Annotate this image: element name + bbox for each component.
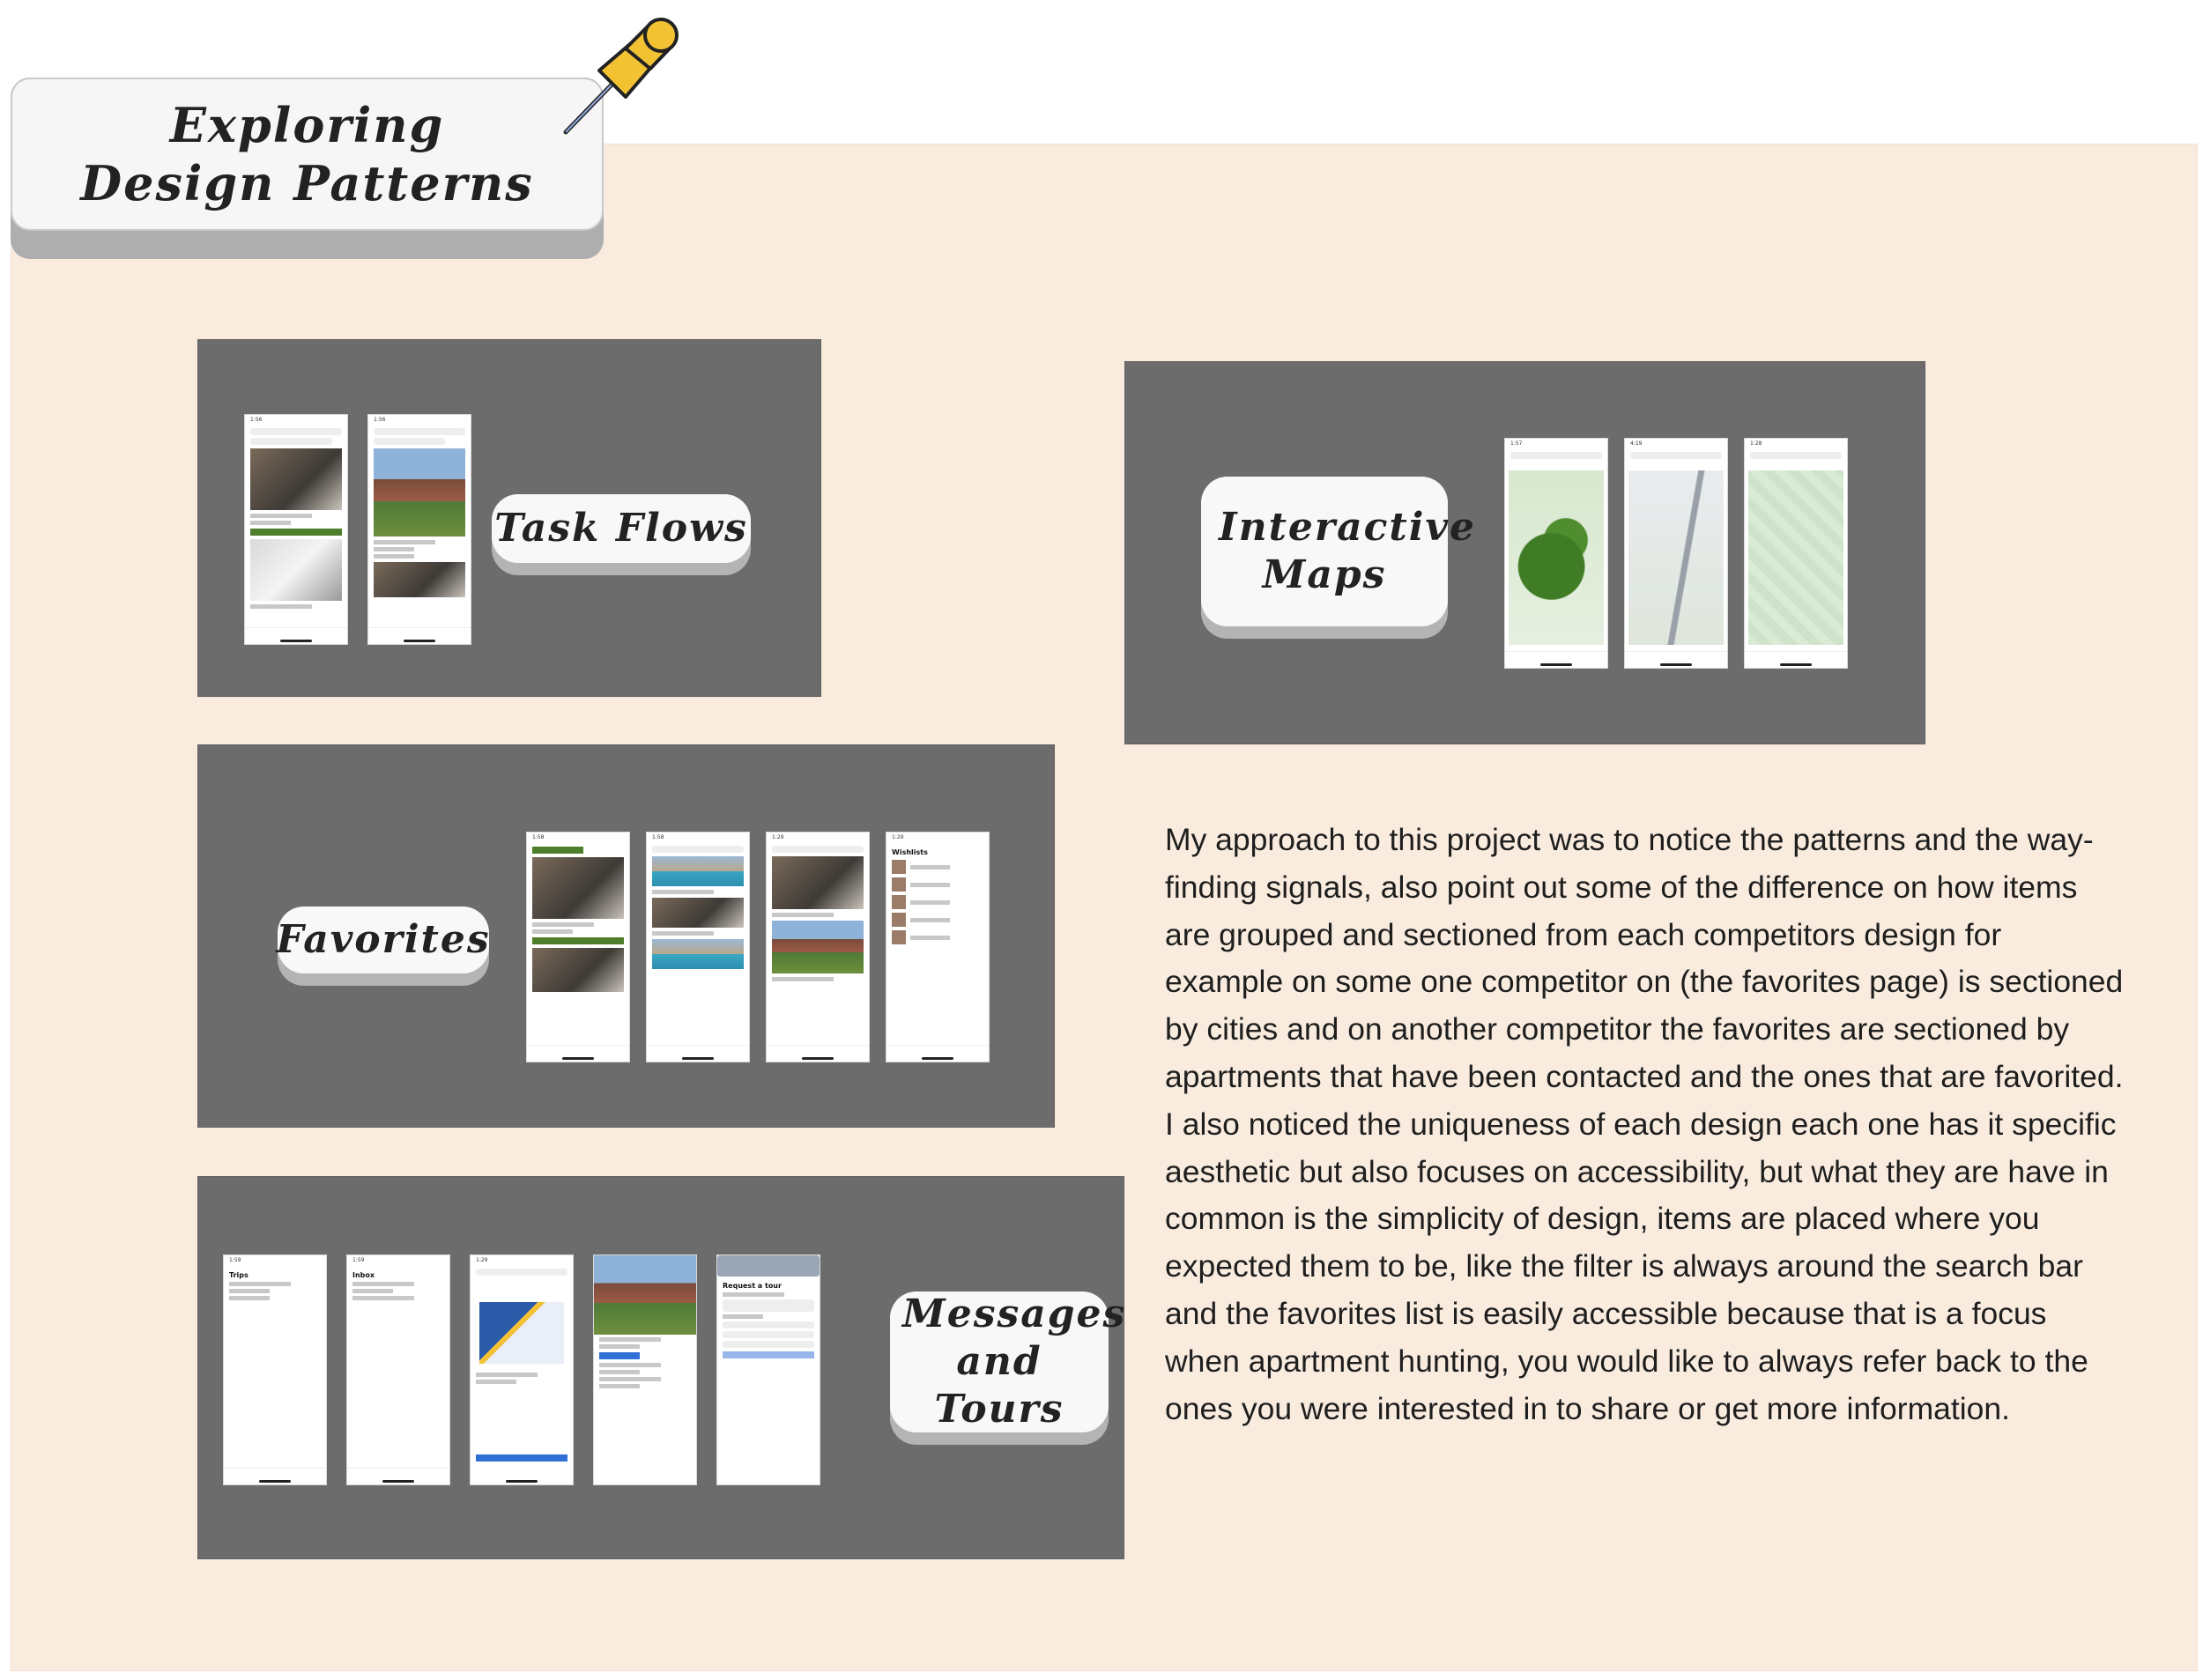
- messages-screenshot: 1:59 Inbox: [346, 1254, 450, 1485]
- phone-screenshot: 1:56: [367, 414, 471, 645]
- favorites-screenshot: 1:29: [766, 832, 870, 1062]
- tours-screenshot: [593, 1254, 697, 1485]
- tours-screenshot: Request a tour: [716, 1254, 820, 1485]
- messages-tours-panel: [197, 1176, 1127, 1559]
- task-flows-panel: [197, 339, 821, 697]
- messages-screenshot: 1:59 Trips: [223, 1254, 327, 1485]
- page-title: Exploring Design Patterns: [80, 97, 534, 211]
- map-screenshot: 1:28: [1744, 438, 1848, 669]
- messages-screenshot: 1:29: [470, 1254, 574, 1485]
- map-screenshot: 1:57: [1504, 438, 1608, 669]
- favorites-label: Favorites: [278, 907, 489, 986]
- favorites-panel: [197, 744, 1055, 1128]
- push-pin-icon: [555, 9, 687, 141]
- map-screenshot: 4:19: [1624, 438, 1728, 669]
- messages-tours-label: Messages and Tours: [890, 1291, 1109, 1445]
- title-card: [11, 78, 604, 259]
- description-text: My approach to this project was to notice the patterns and the way-finding signals, also point out some of the difference on how items are grouped and sectioned from each competitors design for example on some one competitor on (the favorites page) is sectioned by cities and on another competitor the favorites are sectioned by apartments that have been contacted and the ones that are favorited. I also noticed the uniqueness of each design each one has it specific aesthetic but also focuses on accessibility, but what they are have in common is the simplicity of design, items are placed where you expected them to be, like the filter is always around the search bar and the favorites list is easily accessible because that is a focus when apartment hunting, you would like to always refer back to the ones you were interested in to share or get more information.: [1165, 822, 2124, 1426]
- favorites-screenshot: 1:58: [646, 832, 750, 1062]
- phone-screenshot: 1:56: [244, 414, 348, 645]
- task-flows-label: Task Flows: [492, 494, 751, 575]
- interactive-maps-label: Interactive Maps: [1201, 477, 1448, 639]
- favorites-screenshot: 1:29 Wishlists: [886, 832, 990, 1062]
- interactive-maps-panel: [1124, 361, 1925, 744]
- favorites-screenshot: 1:58: [526, 832, 630, 1062]
